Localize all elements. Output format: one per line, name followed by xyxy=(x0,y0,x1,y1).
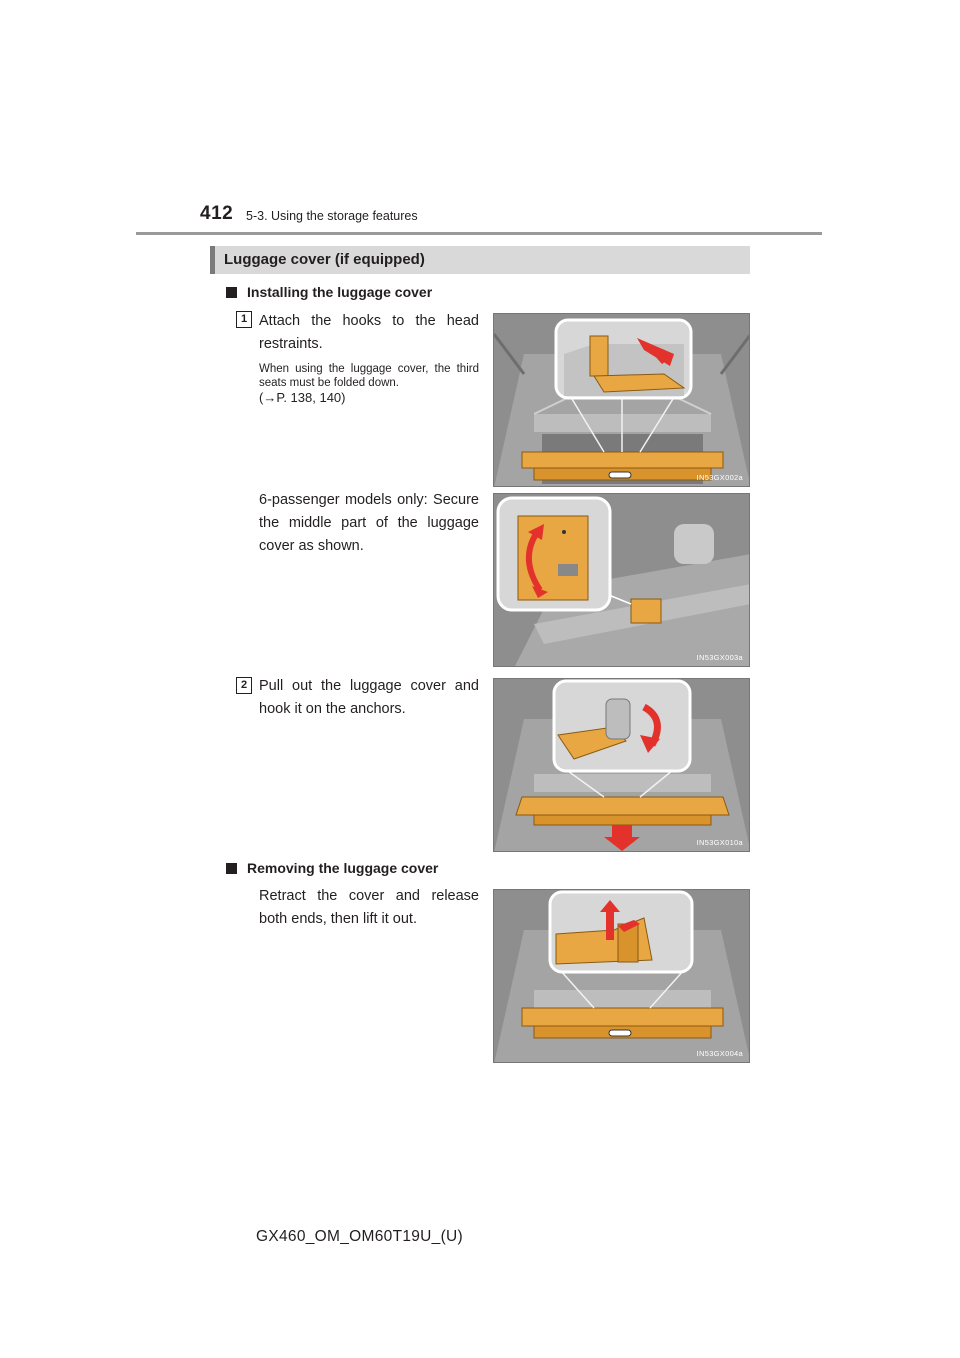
figure-code: IN53GX004a xyxy=(696,1049,743,1058)
step-2-text: Pull out the luggage cover and hook it on the anchors. xyxy=(259,678,479,717)
step-1b-text: 6-passenger models only: Secure the middle part of the luggage cover as shown. xyxy=(259,492,479,554)
cargo-area-illustration xyxy=(494,679,750,852)
luggage-cover-shape xyxy=(516,797,729,825)
figure-pull-out-cover xyxy=(493,678,750,852)
header-rule xyxy=(136,232,822,235)
figure-remove-cover xyxy=(493,889,750,1063)
page-number: 412 xyxy=(200,203,234,224)
document-id: GX460_OM_OM60T19U_(U) xyxy=(256,1228,464,1245)
cargo-area-illustration xyxy=(494,890,750,1063)
figure-code: IN53GX002a xyxy=(696,473,743,482)
figure-code: IN53GX003a xyxy=(696,653,743,662)
step-2-badge: 2 xyxy=(236,677,252,694)
chapter-title: 5-3. Using the storage features xyxy=(246,209,418,223)
removing-heading xyxy=(226,860,438,876)
installing-heading-text: Installing the luggage cover xyxy=(247,284,433,300)
step-1-page-ref: (→P. 138, 140) xyxy=(259,390,346,405)
installing-heading xyxy=(226,284,432,300)
step-1-badge: 1 xyxy=(236,311,252,328)
figure-attach-hooks xyxy=(493,313,750,487)
step-1-text: Attach the hooks to the head restraints. xyxy=(259,313,479,352)
removing-text: Retract the cover and release both ends, then lift it out. xyxy=(259,888,479,927)
cargo-area-illustration xyxy=(494,314,750,487)
figure-secure-middle xyxy=(493,493,750,667)
removing-heading-text: Removing the luggage cover xyxy=(247,860,439,876)
step-1-note: When using the luggage cover, the third seats must be folded down. xyxy=(259,363,479,389)
square-bullet-icon xyxy=(226,863,237,874)
square-bullet-icon xyxy=(226,287,237,298)
luggage-cover-shape xyxy=(522,452,723,480)
luggage-cover-shape xyxy=(522,1008,723,1038)
figure-code: IN53GX010a xyxy=(696,838,743,847)
section-title: Luggage cover (if equipped) xyxy=(224,251,425,268)
seat-back-illustration xyxy=(494,494,750,667)
